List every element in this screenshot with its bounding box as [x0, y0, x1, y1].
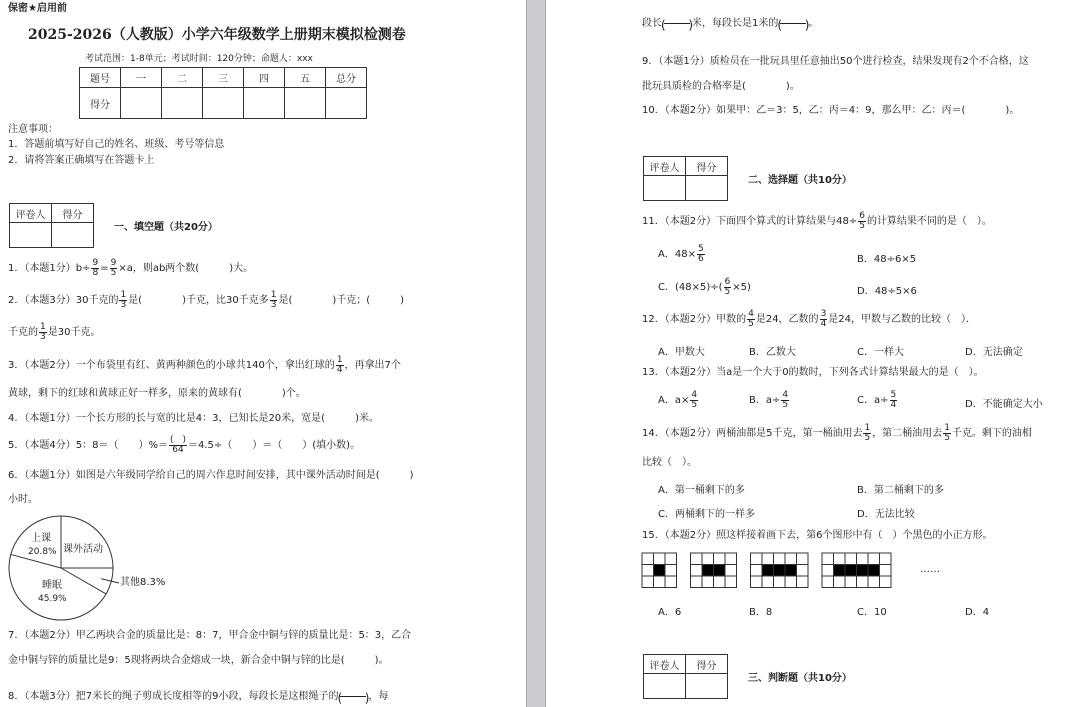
black-square — [762, 565, 774, 577]
option-d[interactable]: D．4 — [965, 607, 990, 618]
section-title: 二、选择题（共10分） — [748, 175, 852, 186]
exam-page-right — [546, 0, 1080, 707]
white-square — [880, 565, 892, 577]
option-b[interactable]: B．8 — [749, 607, 773, 618]
note-item: 1．答题前填写好自己的姓名、班级、考号等信息 — [8, 139, 225, 150]
white-square — [642, 553, 654, 565]
white-square — [725, 576, 737, 588]
white-square — [654, 576, 666, 588]
white-square — [834, 576, 846, 588]
question-2-cont: 千克的 $\frac{1}{3}$ 是30千克。 — [8, 321, 101, 342]
question-9: 9．（本题1分）质检员在一批玩具里任意抽出50个进行检查，结果发现有2个不合格，这 — [642, 56, 1029, 67]
white-square — [822, 553, 834, 565]
score-cell[interactable] — [203, 88, 244, 119]
score-cell[interactable] — [121, 88, 162, 119]
white-square — [665, 553, 677, 565]
question-9-cont: 批玩具质检的合格率是( )。 — [642, 81, 800, 92]
question-3-cont: 黄球，剩下的红球和黄球正好一样多，原来的黄球有( )个。 — [8, 388, 306, 399]
score-table — [79, 67, 367, 119]
white-square — [642, 565, 654, 577]
white-square — [880, 576, 892, 588]
option-b[interactable]: B．乙数大 — [749, 347, 796, 358]
black-square — [702, 565, 714, 577]
grader-cell[interactable] — [686, 176, 728, 201]
option-c[interactable]: C．一样大 — [857, 347, 904, 358]
grader-cell[interactable] — [10, 223, 52, 248]
question-8: 8．（本题3分）把7米长的绳子剪成长度相等的9小段，每段长是这根绳子的 ( ) ，每 — [8, 686, 388, 707]
white-square — [857, 576, 869, 588]
exam-info: 考试范围：1-8单元；考试时间：120分钟；命题人：xxx — [85, 54, 313, 64]
option-c[interactable]: C．a÷ $\frac{5}{4}$ — [857, 389, 897, 410]
grader-cell[interactable] — [52, 223, 94, 248]
question-14-cont: 比较（ ）。 — [642, 457, 697, 468]
black-square — [654, 565, 666, 577]
option-c[interactable]: C．(48×5)÷( $\frac{6}{5}$ ×5) — [658, 276, 751, 297]
score-cell[interactable] — [244, 88, 285, 119]
black-square — [714, 565, 726, 577]
secret-label: 保密★启用前 — [8, 3, 67, 14]
pattern-figure-1 — [642, 553, 677, 588]
white-square — [725, 565, 737, 577]
section-title: 一、填空题（共20分） — [114, 222, 218, 233]
score-header-cell: 四 — [244, 68, 285, 88]
white-square — [797, 576, 809, 588]
grader-table — [9, 203, 94, 248]
pie-label-class: 上课 — [31, 533, 51, 544]
answer-fraction-blank[interactable]: ( ) — [340, 687, 366, 705]
white-square — [785, 553, 797, 565]
grader-cell[interactable] — [644, 674, 686, 699]
question-2: 2．（本题3分）30千克的 $\frac{1}{3}$ 是( )千克，比30千克多 $\frac{1}{3}$ 是( )千克；( ) — [8, 289, 405, 310]
question-8-cont: 段长 ( ) 米，每段长是1米的 ( ) 。 — [642, 13, 818, 35]
score-cell[interactable] — [162, 88, 203, 119]
option-a[interactable]: A．a× $\frac{4}{5}$ — [658, 389, 698, 410]
white-square — [751, 576, 763, 588]
white-square — [785, 576, 797, 588]
square-pattern-figures — [642, 551, 932, 591]
score-row-label: 得分 — [80, 88, 121, 119]
white-square — [691, 565, 703, 577]
white-square — [845, 576, 857, 588]
black-square — [845, 565, 857, 577]
notes-title: 注意事项： — [8, 124, 58, 135]
white-square — [857, 553, 869, 565]
option-d[interactable]: D．不能确定大小 — [965, 399, 1043, 410]
white-square — [714, 576, 726, 588]
note-item: 2．请将答案正确填写在答题卡上 — [8, 155, 155, 166]
score-header-cell: 三 — [203, 68, 244, 88]
score-header-cell: 二 — [162, 68, 203, 88]
question-3: 3．（本题2分）一个布袋里有红、黄两种颜色的小球共140个，拿出红球的 $\frac{1}{4}$ ，再拿出7个 — [8, 354, 401, 375]
white-square — [751, 553, 763, 565]
white-square — [834, 553, 846, 565]
white-square — [797, 565, 809, 577]
grader-header: 得分 — [52, 204, 94, 223]
black-square — [834, 565, 846, 577]
pie-label-other: 其他8.3% — [120, 577, 166, 588]
white-square — [774, 553, 786, 565]
grader-table — [643, 654, 728, 699]
white-square — [822, 576, 834, 588]
exam-title: 2025-2026（人教版）小学六年级数学上册期末模拟检测卷 — [28, 27, 406, 43]
question-10: 10．（本题2分）如果甲：乙＝3：5，乙：丙＝4：9，那么甲：乙：丙＝( )。 — [642, 105, 1020, 116]
grader-header: 评卷人 — [644, 157, 686, 176]
question-6-cont: 小时。 — [8, 494, 38, 505]
score-cell[interactable] — [285, 88, 326, 119]
white-square — [797, 553, 809, 565]
option-a[interactable]: A．48× $\frac{5}{6}$ — [658, 243, 704, 264]
score-header-cell: 题号 — [80, 68, 121, 88]
white-square — [654, 553, 666, 565]
pie-value-class: 20.8% — [28, 547, 57, 557]
question-11: 11．（本题2分）下面四个算式的计算结果与48÷ $\frac{6}{5}$ 的计算结果不同的是（ ）。 — [642, 210, 992, 231]
grader-header: 评卷人 — [10, 204, 52, 223]
section-title: 三、判断题（共10分） — [748, 673, 852, 684]
exam-page-left — [0, 0, 526, 707]
question-7: 7．（本题2分）甲乙两块合金的质量比是：8：7，甲合金中铜与锌的质量比是：5：3，乙合 — [8, 630, 412, 641]
question-1: 1．（本题1分）b÷ $\frac{9}{8}$ = $\frac{9}{5}$ ×a，则ab两个数( )大。 — [8, 257, 254, 278]
option-d[interactable]: D．48÷5×6 — [857, 286, 917, 297]
black-square — [785, 565, 797, 577]
question-7-cont: 金中铜与锌的质量比是9：5现将两块合金熔成一块，新合金中铜与锌的比是( )。 — [8, 655, 389, 666]
question-5: 5．（本题4分）5：8＝（ ）%＝ ( ) 64 ＝4.5÷（ ）＝（ ）(填小数)。 — [8, 434, 361, 455]
option-b[interactable]: B．第二桶剩下的多 — [857, 485, 944, 496]
score-header-cell: 五 — [285, 68, 326, 88]
white-square — [702, 553, 714, 565]
black-square — [774, 565, 786, 577]
score-header-cell: 一 — [121, 68, 162, 88]
score-header-cell: 总分 — [326, 68, 367, 88]
black-square — [857, 565, 869, 577]
question-6: 6．（本题1分）如图是六年级同学给自己的周六作息时间安排，其中课外活动时间是( ) — [8, 470, 414, 481]
question-12: 12．（本题2分）甲数的 $\frac{4}{5}$ 是24，乙数的 $\frac{3}{4}$ 是24，甲数与乙数的比较（ ）． — [642, 308, 977, 329]
score-cell[interactable] — [326, 88, 367, 119]
schedule-pie-chart — [6, 513, 116, 623]
pie-label-activity: 课外活动 — [63, 544, 103, 555]
white-square — [714, 553, 726, 565]
black-square — [868, 565, 880, 577]
option-a[interactable]: A．6 — [658, 607, 682, 618]
white-square — [691, 553, 703, 565]
white-square — [868, 553, 880, 565]
grader-header: 评卷人 — [644, 655, 686, 674]
grader-header: 得分 — [686, 157, 728, 176]
option-d[interactable]: D．无法确定 — [965, 347, 1023, 358]
option-c[interactable]: C．两桶剩下的一样多 — [658, 509, 755, 520]
grader-cell[interactable] — [644, 176, 686, 201]
white-square — [774, 576, 786, 588]
answer-fraction-blank[interactable]: ( ) — [780, 14, 806, 32]
pie-label-sleep: 睡眠 — [42, 580, 62, 591]
white-square — [762, 576, 774, 588]
option-c[interactable]: C．10 — [857, 607, 887, 618]
question-15: 15．（本题2分）照这样接着画下去，第6个图形中有（ ）个黑色的小正方形。 — [642, 530, 993, 541]
white-square — [691, 576, 703, 588]
white-square — [665, 576, 677, 588]
white-square — [845, 553, 857, 565]
grader-table — [643, 156, 728, 201]
white-square — [665, 565, 677, 577]
pattern-figure-2 — [691, 553, 737, 588]
page-gutter — [526, 0, 546, 707]
pattern-figure-4 — [822, 553, 891, 588]
white-square — [868, 576, 880, 588]
white-square — [725, 553, 737, 565]
white-square — [762, 553, 774, 565]
grader-header: 得分 — [686, 655, 728, 674]
option-d[interactable]: D．无法比较 — [857, 509, 915, 520]
option-a[interactable]: A．第一桶剩下的多 — [658, 485, 745, 496]
option-b[interactable]: B．a÷ $\frac{4}{5}$ — [749, 389, 789, 410]
white-square — [880, 553, 892, 565]
white-square — [751, 565, 763, 577]
option-b[interactable]: B．48÷6×5 — [857, 254, 917, 265]
answer-fraction-blank[interactable]: ( ) — [664, 14, 690, 32]
white-square — [822, 565, 834, 577]
question-14: 14．（本题2分）两桶油都是5千克，第一桶油用去 $\frac{1}{5}$ ，第二桶油用去 $\frac{1}{5}$ 千克。剩下的油相 — [642, 422, 1032, 443]
white-square — [642, 576, 654, 588]
pattern-ellipsis: …… — [920, 564, 940, 575]
question-13: 13．（本题2分）当a是一个大于0的数时，下列各式计算结果最大的是（ ）。 — [642, 367, 984, 378]
white-square — [702, 576, 714, 588]
grader-cell[interactable] — [686, 674, 728, 699]
pie-value-sleep: 45.9% — [38, 594, 67, 604]
option-a[interactable]: A．甲数大 — [658, 347, 705, 358]
pattern-figure-3 — [751, 553, 809, 588]
question-4: 4．（本题1分）一个长方形的长与宽的比是4：3，已知长是20米，宽是( )米。 — [8, 413, 379, 424]
